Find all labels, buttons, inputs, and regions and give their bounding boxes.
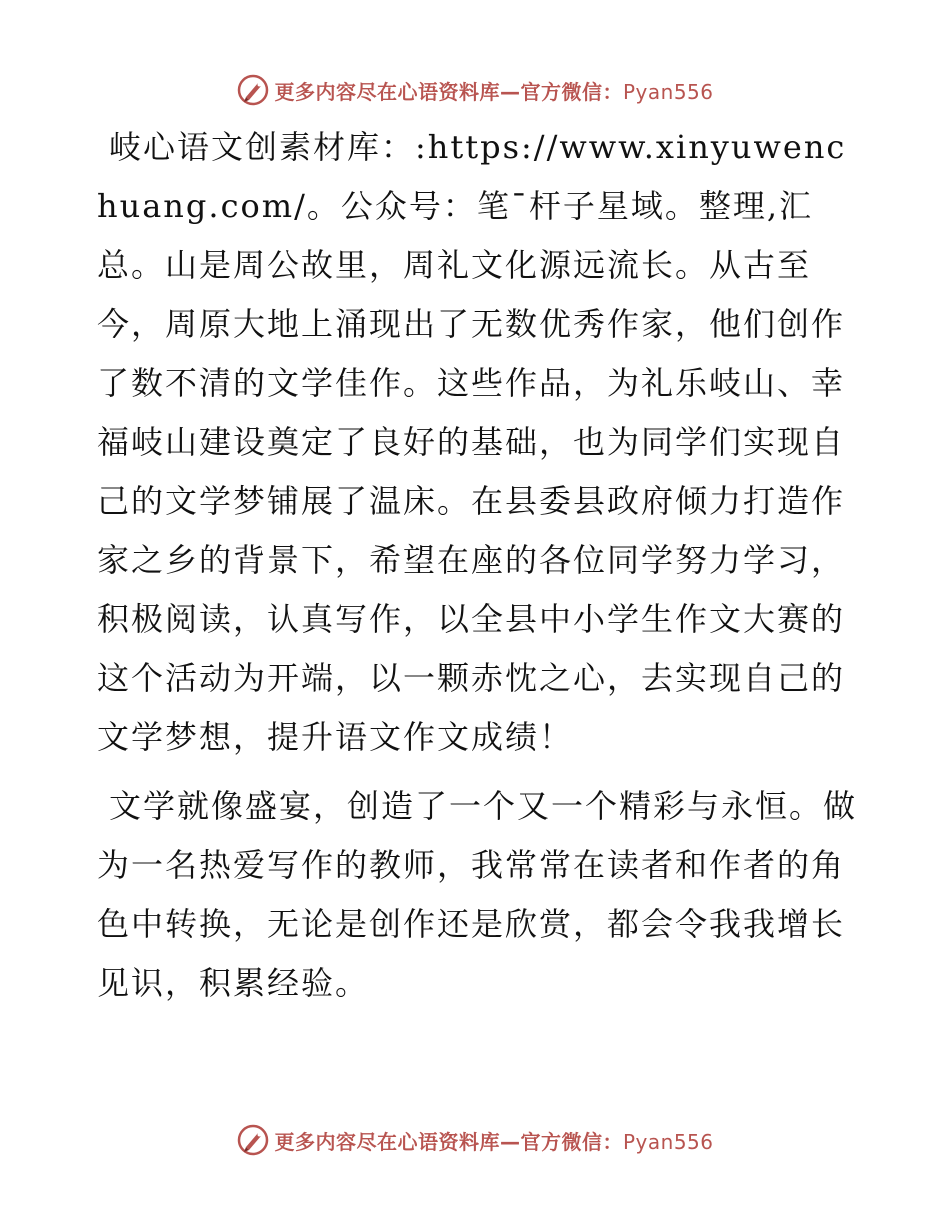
pen-logo-icon (236, 73, 270, 107)
header-wechat-id: Pyan556 (622, 79, 714, 104)
document-body (97, 118, 857, 1013)
footer-wechat-id: Pyan556 (622, 1129, 714, 1154)
paragraph-2: 文学就像盛宴，创造了一个又一个精彩与永恒。做为一名热爱写作的教师，我常常在读者和作者的角色中转换，无论是创作还是欣赏，都会令我我增长见识，积累经验。 (97, 787, 858, 1002)
paragraph-1: 岐心语文创素材库：:https://www.xinyuwenchuang.com/。公众号：笔¯杆子星域。整理,汇总。山是周公故里，周礼文化源远流长。从古至今，周原大地上涌现出了无数优秀作家，他们创作了数不清的文学佳作。这些作品，为礼乐岐山、幸福岐山建设奠定了良好的基础，也为同学们实现自己的文学梦铺展了温床。在县委县政府倾力打造作家之乡的背景下，希望在座的各位同学努力学习，积极阅读，认真写作，以全县中小学生作文大赛的这个活动为开端，以一颗赤忱之心，去实现自己的文学梦想，提升语文作文成绩！ (97, 128, 847, 756)
footer-banner-text: 更多内容尽在心语资料库—官方微信：Pyan556 (274, 1129, 714, 1154)
pen-logo-icon (236, 1123, 270, 1157)
footer-banner (0, 1120, 950, 1160)
header-banner-text: 更多内容尽在心语资料库—官方微信：Pyan556 (274, 79, 714, 104)
header-banner (0, 70, 950, 110)
